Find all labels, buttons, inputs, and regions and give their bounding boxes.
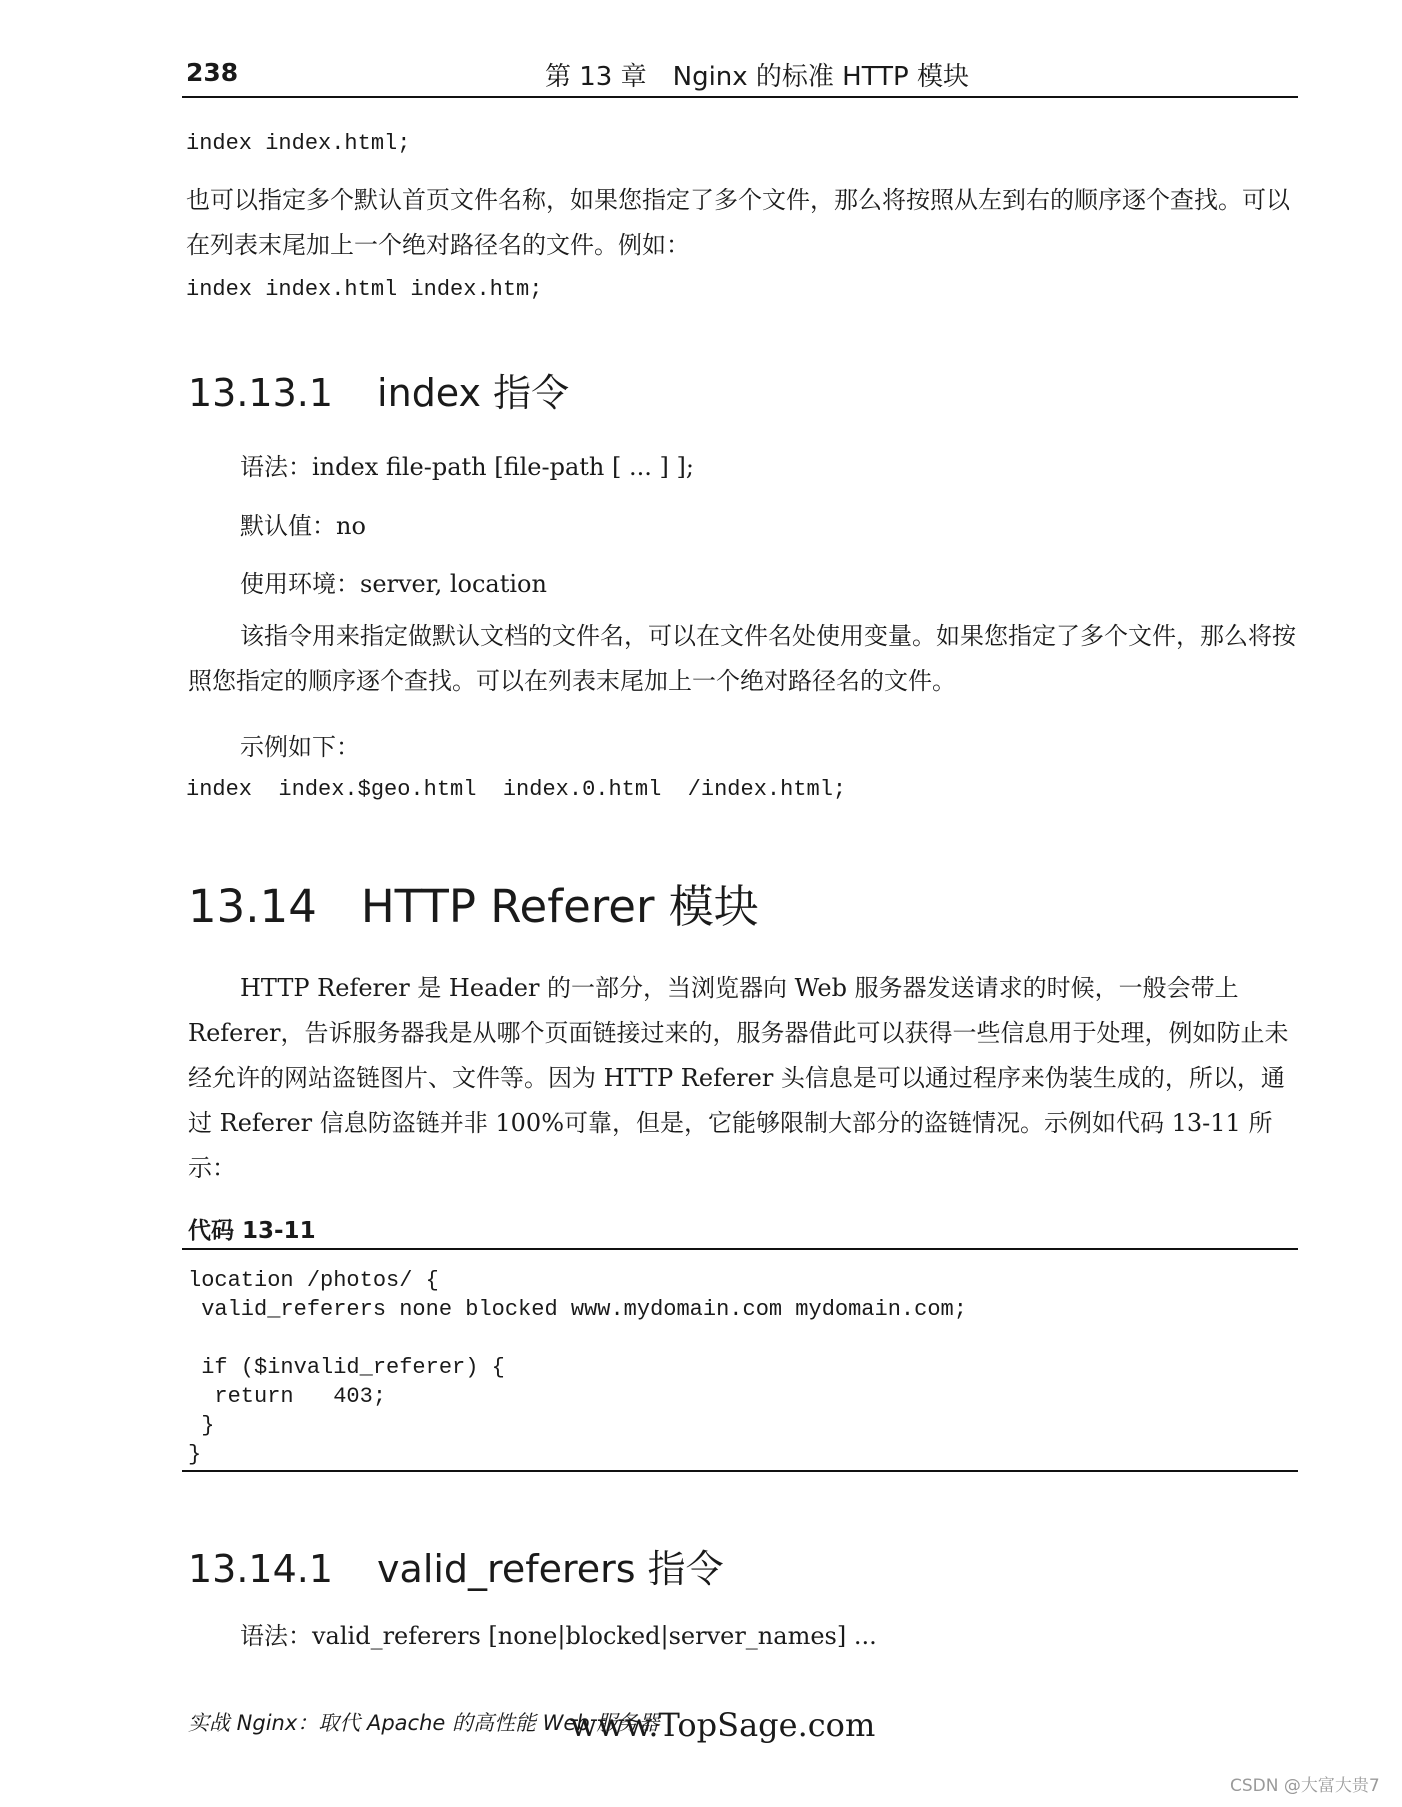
header-rule — [182, 96, 1298, 98]
syntax-line: 语法：index file-path [file-path [ ... ] ]; — [240, 453, 694, 481]
section-number: 13.13.1 — [188, 371, 334, 415]
intro-paragraph: 也可以指定多个默认首页文件名称，如果您指定了多个文件，那么将按照从左到右的顺序逐个查找。可以在列表末尾加上一个绝对路径名的文件。例如： — [186, 186, 1290, 259]
code-line-index: index index.html; — [186, 131, 411, 156]
page-number: 238 — [186, 58, 239, 87]
section-title: HTTP Referer 模块 — [360, 880, 759, 933]
section-heading-13-14 — [188, 870, 759, 935]
section-title: valid_referers 指令 — [377, 1547, 724, 1591]
default-line: 默认值：no — [240, 512, 366, 540]
code-bottom-rule — [182, 1470, 1298, 1472]
directive-paragraph: 该指令用来指定做默认文档的文件名，可以在文件名处使用变量。如果您指定了多个文件，那么将按照您指定的顺序逐个查找。可以在列表末尾加上一个绝对路径名的文件。 — [188, 622, 1296, 695]
section-number: 13.14.1 — [188, 1547, 334, 1591]
chapter-title: 第 13 章 Nginx 的标准 HTTP 模块 — [545, 62, 969, 92]
example-label: 示例如下： — [240, 733, 360, 761]
example-code: index index.$geo.html index.0.html /index.html; — [186, 777, 847, 802]
code-top-rule — [182, 1248, 1298, 1250]
csdn-watermark: CSDN @大富大贵7 — [1230, 1776, 1380, 1796]
context-line: 使用环境：server, location — [240, 570, 547, 598]
section-title: index 指令 — [377, 371, 570, 415]
code-line-index-multi: index index.html index.htm; — [186, 277, 543, 302]
book-title-footer: 实战 Nginx：取代 Apache 的高性能 Web 服务器 — [188, 1711, 660, 1735]
section-heading-13-13-1 — [188, 362, 569, 417]
code-block-13-11: location /photos/ { valid_referers none blocked www.mydomain.com mydomain.com; if ($invalid_referer) { return 403; } } — [188, 1268, 967, 1467]
code-caption: 代码 13-11 — [188, 1218, 316, 1244]
syntax-line: 语法：valid_referers [none|blocked|server_names] ... — [240, 1622, 877, 1650]
section-number: 13.14 — [188, 880, 317, 933]
watermark-text: www.TopSage.com — [570, 1706, 876, 1744]
section-heading-13-14-1 — [188, 1538, 724, 1593]
referer-paragraph: HTTP Referer 是 Header 的一部分，当浏览器向 Web 服务器发送请求的时候，一般会带上 Referer，告诉服务器我是从哪个页面链接过来的，服务器借此可以获得一些信息用于处理，例如防止未经允许的网站盗链图片、文件等。因为 HTTP Referer 头信息是可以通过程序来伪装生成的，所以，通过 Referer 信息防盗链并非 100%可靠，但是，它能够限制大部分的盗链情况。示例如代码 13-11 所示： — [188, 974, 1289, 1182]
